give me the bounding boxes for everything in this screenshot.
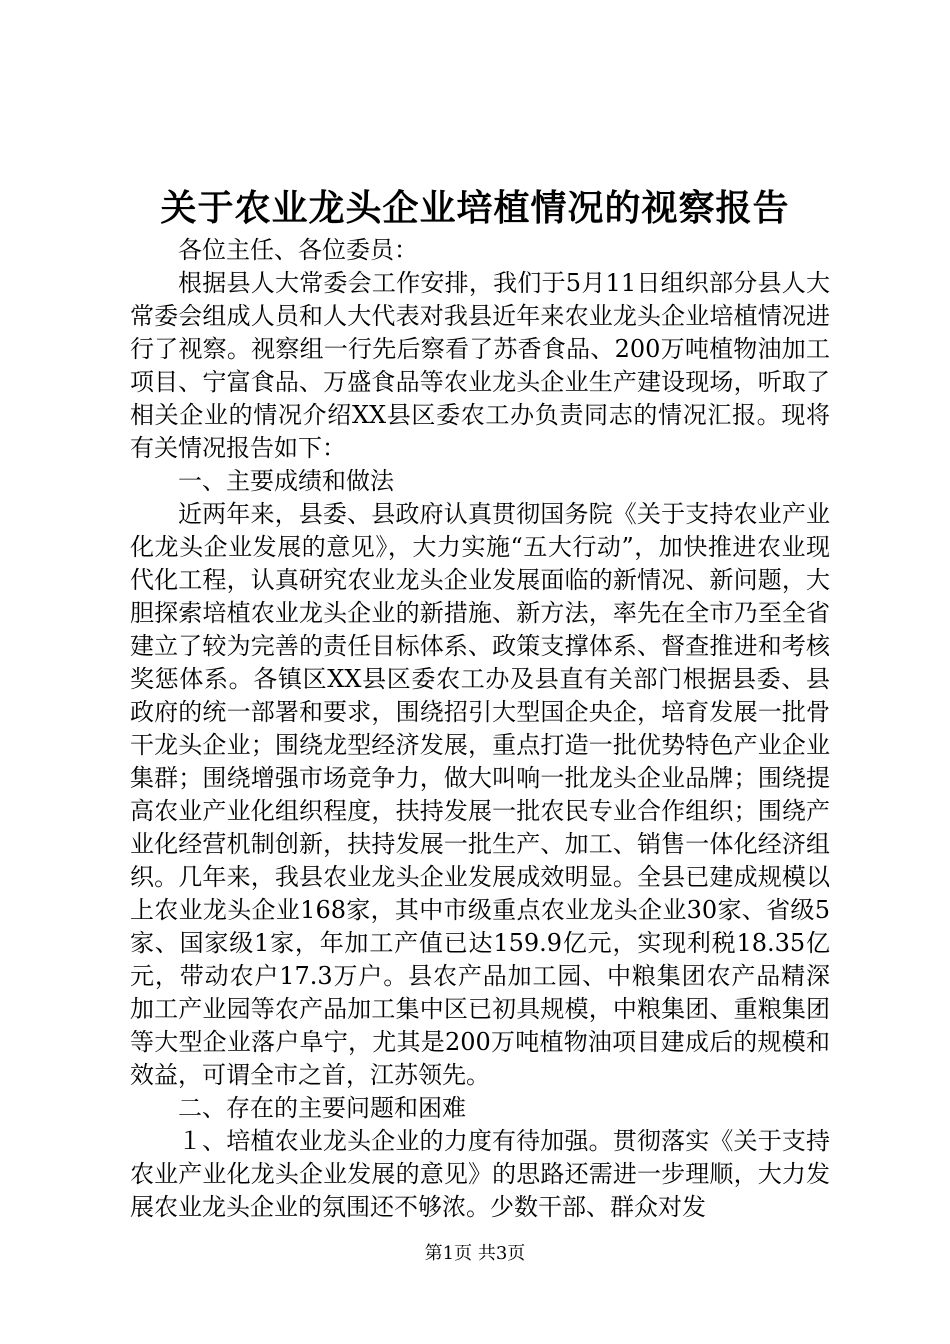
intro-paragraph: 根据县人大常委会工作安排，我们于5月11日组织部分县人大常委会组成人员和人大代表对我县近年来农业龙头企业培植情况进行了视察。视察组一行先后察看了苏香食品、200万吨植物油加工项目、宁富食品、万盛食品等农业龙头企业生产建设现场，听取了相关企业的情况介绍XX县区委农工办负责同志的情况汇报。现将有关情况报告如下： bbox=[130, 269, 830, 462]
document-body bbox=[130, 234, 830, 1224]
salutation: 各位主任、各位委员： bbox=[178, 236, 418, 264]
section-2-paragraph: １、培植农业龙头企业的力度有待加强。贯彻落实《关于支持农业产业化龙头企业发展的意见》的思路还需进一步理顺，大力发展农业龙头企业的氛围还不够浓。少数干部、群众对发 bbox=[130, 1127, 830, 1221]
section-heading-2: 二、存在的主要问题和困难 bbox=[178, 1094, 466, 1122]
page-footer: 第1页 共3页 bbox=[424, 1243, 526, 1264]
section-heading-1: 一、主要成绩和做法 bbox=[178, 467, 394, 495]
document-title: 关于农业龙头企业培植情况的视察报告 bbox=[160, 187, 790, 229]
section-1-paragraph: 近两年来，县委、县政府认真贯彻国务院《关于支持农业产业化龙头企业发展的意见》，大力实施“五大行动”，加快推进农业现代化工程，认真研究农业龙头企业发展面临的新情况、新问题，大胆探索培植农业龙头企业的新措施、新方法，率先在全市乃至全省建立了较为完善的责任目标体系、政策支撑体系、督查推进和考核奖惩体系。各镇区XX县区委农工办及县直有关部门根据县委、县政府的统一部署和要求，围绕招引大型国企央企，培育发展一批骨干龙头企业；围绕龙型经济发展，重点打造一批优势特色产业企业集群；围绕增强市场竞争力，做大叫响一批龙头企业品牌；围绕提高农业产业化组织程度，扶持发展一批农民专业合作组织；围绕产业化经营机制创新，扶持发展一批生产、加工、销售一体化经济组织。几年来，我县农业龙头企业发展成效明显。全县已建成规模以上农业龙头企业168家，其中市级重点农业龙头企业30家、省级5家、国家级1家，年加工产值已达159.9亿元，实现利税18.35亿元，带动农户17.3万户。县农产品加工园、中粮集团农产品精深加工产业园等农产品加工集中区已初具规模，中粮集团、重粮集团等大型企业落户阜宁，尤其是200万吨植物油项目建成后的规模和效益，可谓全市之首，江苏领先。 bbox=[130, 500, 830, 1089]
